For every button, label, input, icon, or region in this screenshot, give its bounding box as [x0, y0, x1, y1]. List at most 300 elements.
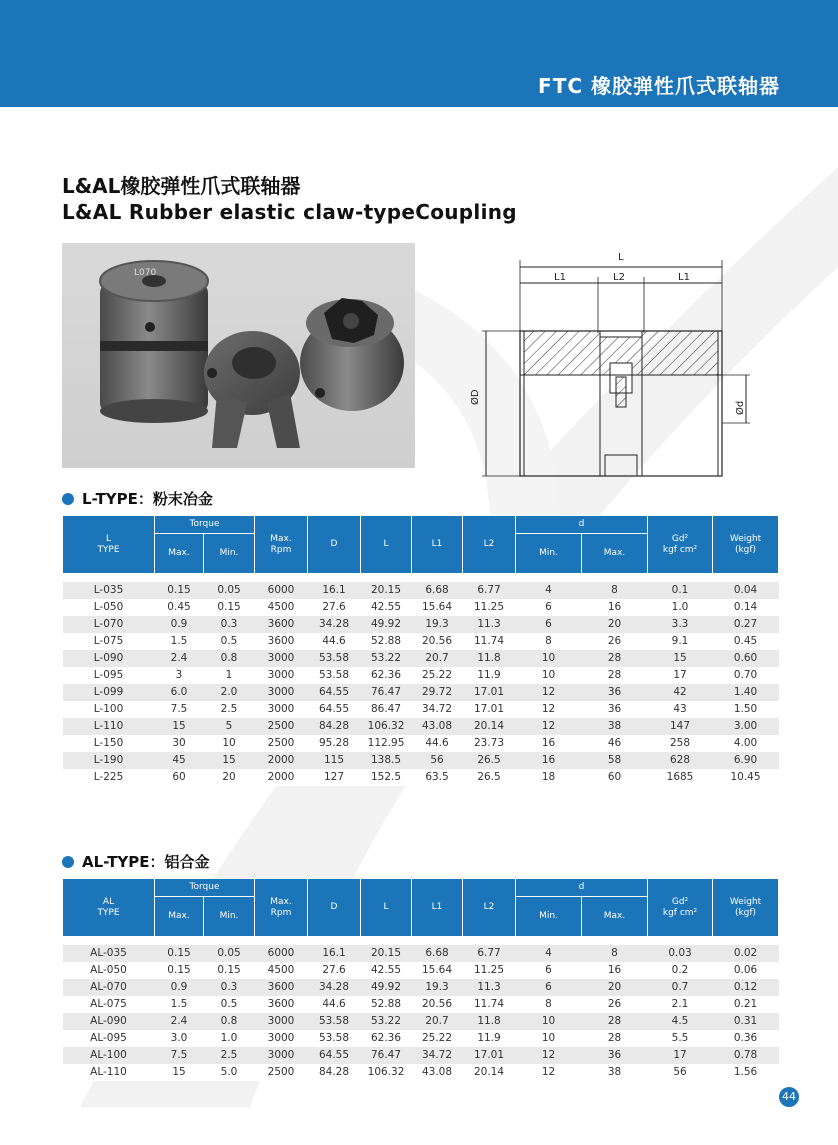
col-d-header: d [516, 516, 648, 534]
table-cell: 45 [155, 752, 204, 769]
table-cell: 52.88 [361, 996, 412, 1013]
table-cell: 106.32 [361, 1064, 412, 1081]
table-cell: 15 [204, 752, 255, 769]
col-torque-min-header: Min. [204, 897, 255, 937]
table-cell: 3000 [255, 1047, 308, 1064]
table-cell: 0.1 [648, 582, 713, 599]
table-cell: 17.01 [463, 684, 516, 701]
table-cell: 0.31 [713, 1013, 779, 1030]
table-cell: 29.72 [412, 684, 463, 701]
table-cell: 2500 [255, 718, 308, 735]
table-cell: L-190 [63, 752, 155, 769]
table-cell: 64.55 [308, 1047, 361, 1064]
table-cell: 6 [516, 599, 582, 616]
table-cell: 0.15 [155, 582, 204, 599]
table-cell: 0.03 [648, 945, 713, 962]
table-cell: AL-110 [63, 1064, 155, 1081]
table-cell: L-150 [63, 735, 155, 752]
al-type-section-title [62, 851, 210, 872]
table-cell: 43.08 [412, 718, 463, 735]
dim-L: L [618, 252, 624, 263]
table-cell: 34.72 [412, 1047, 463, 1064]
table-cell: 0.8 [204, 1013, 255, 1030]
col-L2-header: L2 [463, 516, 516, 574]
table-cell: 3000 [255, 701, 308, 718]
table-cell: 0.14 [713, 599, 779, 616]
col-D-header: D [308, 879, 361, 937]
product-photo [62, 243, 415, 468]
col-L1-header: L1 [412, 879, 463, 937]
table-cell: 11.25 [463, 962, 516, 979]
table-cell: 3600 [255, 979, 308, 996]
table-cell: AL-095 [63, 1030, 155, 1047]
table-cell: 0.06 [713, 962, 779, 979]
table-cell: 0.5 [204, 996, 255, 1013]
table-cell: 62.36 [361, 1030, 412, 1047]
table-cell: 19.3 [412, 979, 463, 996]
table-cell: 20.15 [361, 582, 412, 599]
table-cell: AL-090 [63, 1013, 155, 1030]
table-cell: 46 [582, 735, 648, 752]
l-type-section-title [62, 488, 213, 509]
table-cell: 2.4 [155, 650, 204, 667]
table-cell: 10.45 [713, 769, 779, 786]
col-d-max-header: Max. [582, 897, 648, 937]
table-cell: 11.74 [463, 633, 516, 650]
table-cell: 138.5 [361, 752, 412, 769]
table-cell: 25.22 [412, 667, 463, 684]
table-cell: 3.3 [648, 616, 713, 633]
table-cell: 27.6 [308, 962, 361, 979]
table-cell: 20 [582, 979, 648, 996]
col-L-header: L [361, 879, 412, 937]
part-marking: L070 [134, 268, 157, 278]
table-cell: 10 [516, 1030, 582, 1047]
table-cell: 64.55 [308, 684, 361, 701]
table-cell: 11.25 [463, 599, 516, 616]
table-cell: 53.58 [308, 667, 361, 684]
table-cell: 20.15 [361, 945, 412, 962]
table-cell: 0.15 [204, 962, 255, 979]
table-cell: 34.28 [308, 979, 361, 996]
table-cell: AL-070 [63, 979, 155, 996]
table-cell: 15 [648, 650, 713, 667]
table-cell: 1.50 [713, 701, 779, 718]
table-cell: 1.5 [155, 996, 204, 1013]
col-d-header: d [516, 879, 648, 897]
table-cell: 11.3 [463, 979, 516, 996]
table-cell: 6 [516, 962, 582, 979]
table-cell: 34.28 [308, 616, 361, 633]
col-L-header: L [361, 516, 412, 574]
table-cell: 3.0 [155, 1030, 204, 1047]
table-cell: 20.7 [412, 1013, 463, 1030]
l-type-table [62, 515, 779, 786]
table-cell: 60 [155, 769, 204, 786]
col-gd-header: Gd² kgf cm² [648, 516, 713, 574]
table-cell: 49.92 [361, 616, 412, 633]
table-cell: 8 [516, 633, 582, 650]
table-cell: 20.7 [412, 650, 463, 667]
table-cell: 10 [204, 735, 255, 752]
table-cell: 2500 [255, 735, 308, 752]
col-D-header: D [308, 516, 361, 574]
table-cell: 3600 [255, 633, 308, 650]
table-row [63, 650, 779, 667]
table-cell: 0.12 [713, 979, 779, 996]
table-cell: 53.58 [308, 1030, 361, 1047]
table-cell: 56 [412, 752, 463, 769]
table-cell: 1.40 [713, 684, 779, 701]
table-cell: 16.1 [308, 945, 361, 962]
table-cell: 7.5 [155, 701, 204, 718]
table-spacer [63, 574, 779, 583]
col-torque-max-header: Max. [155, 897, 204, 937]
table-cell: 6 [516, 979, 582, 996]
table-cell: 6.77 [463, 582, 516, 599]
table-cell: 9.1 [648, 633, 713, 650]
table-row [63, 582, 779, 599]
table-cell: 0.45 [713, 633, 779, 650]
table-cell: 16 [516, 735, 582, 752]
table-cell: 84.28 [308, 1064, 361, 1081]
table-cell: L-035 [63, 582, 155, 599]
table-cell: 36 [582, 684, 648, 701]
table-cell: 23.73 [463, 735, 516, 752]
table-cell: 44.6 [308, 996, 361, 1013]
table-cell: 0.7 [648, 979, 713, 996]
dim-d: Ød [735, 400, 746, 415]
table-cell: 0.8 [204, 650, 255, 667]
table-cell: 20.56 [412, 633, 463, 650]
table-row [63, 1064, 779, 1081]
table-cell: 34.72 [412, 701, 463, 718]
table-cell: 2.4 [155, 1013, 204, 1030]
table-cell: 3000 [255, 1013, 308, 1030]
table-row [63, 962, 779, 979]
table-cell: 19.3 [412, 616, 463, 633]
table-cell: 5 [204, 718, 255, 735]
product-title-en: L&AL Rubber elastic claw-typeCoupling [62, 200, 517, 224]
table-cell: 6000 [255, 582, 308, 599]
table-cell: 26 [582, 633, 648, 650]
table-row [63, 718, 779, 735]
table-cell: 16 [582, 962, 648, 979]
table-cell: 38 [582, 1064, 648, 1081]
table-row [63, 599, 779, 616]
table-cell: 4 [516, 582, 582, 599]
table-cell: 2.5 [204, 1047, 255, 1064]
table-cell: 58 [582, 752, 648, 769]
bullet-dot-icon [62, 493, 74, 505]
table-cell: 12 [516, 684, 582, 701]
table-cell: 4 [516, 945, 582, 962]
table-cell: 12 [516, 1047, 582, 1064]
table-cell: 11.74 [463, 996, 516, 1013]
header-bar [0, 0, 838, 107]
table-cell: 0.27 [713, 616, 779, 633]
col-L1-header: L1 [412, 516, 463, 574]
table-cell: 0.3 [204, 979, 255, 996]
table-cell: 0.15 [155, 945, 204, 962]
table-cell: L-075 [63, 633, 155, 650]
table-cell: 0.15 [155, 962, 204, 979]
table-cell: AL-100 [63, 1047, 155, 1064]
table-cell: 53.22 [361, 650, 412, 667]
table-cell: 2000 [255, 769, 308, 786]
table-cell: 1.5 [155, 633, 204, 650]
table-cell: 28 [582, 650, 648, 667]
table-cell: 53.58 [308, 650, 361, 667]
table-cell: 17.01 [463, 701, 516, 718]
table-cell: 15 [155, 718, 204, 735]
table-cell: 36 [582, 1047, 648, 1064]
table-cell: 3.00 [713, 718, 779, 735]
table-row [63, 769, 779, 786]
table-cell: 4500 [255, 962, 308, 979]
col-weight-header: Weight (kgf) [713, 879, 779, 937]
table-cell: 4.00 [713, 735, 779, 752]
table-cell: 16.1 [308, 582, 361, 599]
col-maxrpm-header: Max. Rpm [255, 516, 308, 574]
table-cell: 20 [582, 616, 648, 633]
table-cell: 6.68 [412, 945, 463, 962]
table-cell: 44.6 [308, 633, 361, 650]
table-cell: 3000 [255, 684, 308, 701]
table-row [63, 667, 779, 684]
table-cell: 4500 [255, 599, 308, 616]
col-weight-header: Weight (kgf) [713, 516, 779, 574]
table-cell: 16 [516, 752, 582, 769]
table-cell: 11.8 [463, 1013, 516, 1030]
table-cell: 5.0 [204, 1064, 255, 1081]
table-row [63, 1013, 779, 1030]
table-cell: 12 [516, 701, 582, 718]
table-cell: 76.47 [361, 1047, 412, 1064]
bullet-dot-icon [62, 856, 74, 868]
col-torque-header: Torque [155, 879, 255, 897]
table-cell: 3000 [255, 1030, 308, 1047]
table-cell: 4.5 [648, 1013, 713, 1030]
table-row [63, 1047, 779, 1064]
table-cell: 0.78 [713, 1047, 779, 1064]
table-cell: 0.2 [648, 962, 713, 979]
col-torque-min-header: Min. [204, 534, 255, 574]
table-cell: 106.32 [361, 718, 412, 735]
table-cell: L-099 [63, 684, 155, 701]
table-cell: 6.90 [713, 752, 779, 769]
table-cell: 628 [648, 752, 713, 769]
col-type-header: L TYPE [63, 516, 155, 574]
table-cell: 1.0 [204, 1030, 255, 1047]
table-cell: 28 [582, 1013, 648, 1030]
table-cell: 86.47 [361, 701, 412, 718]
table-cell: 8 [582, 582, 648, 599]
table-cell: 63.5 [412, 769, 463, 786]
table-cell: 30 [155, 735, 204, 752]
table-row [63, 1030, 779, 1047]
l-type-table-body [63, 574, 779, 787]
table-cell: 49.92 [361, 979, 412, 996]
table-cell: 76.47 [361, 684, 412, 701]
table-cell: 11.8 [463, 650, 516, 667]
col-maxrpm-header: Max. Rpm [255, 879, 308, 937]
dim-L1-right: L1 [678, 272, 690, 283]
l-type-title-text: L-TYPE：粉末冶金 [82, 490, 213, 508]
table-cell: 20.14 [463, 1064, 516, 1081]
table-cell: 6.0 [155, 684, 204, 701]
table-cell: 42.55 [361, 599, 412, 616]
col-gd-header: Gd² kgf cm² [648, 879, 713, 937]
dim-L2: L2 [613, 272, 625, 283]
table-cell: 20.14 [463, 718, 516, 735]
table-row [63, 735, 779, 752]
dim-L1-left: L1 [554, 272, 566, 283]
table-cell: 26 [582, 996, 648, 1013]
table-row [63, 633, 779, 650]
table-cell: AL-050 [63, 962, 155, 979]
table-cell: L-090 [63, 650, 155, 667]
table-cell: 38 [582, 718, 648, 735]
table-cell: 36 [582, 701, 648, 718]
table-cell: 28 [582, 1030, 648, 1047]
table-row [63, 996, 779, 1013]
col-d-min-header: Min. [516, 897, 582, 937]
table-cell: 12 [516, 718, 582, 735]
table-cell: L-095 [63, 667, 155, 684]
table-cell: 115 [308, 752, 361, 769]
table-cell: 18 [516, 769, 582, 786]
table-cell: 0.70 [713, 667, 779, 684]
table-row [63, 701, 779, 718]
table-cell: 42.55 [361, 962, 412, 979]
table-cell: 0.5 [204, 633, 255, 650]
table-cell: 152.5 [361, 769, 412, 786]
table-cell: 0.60 [713, 650, 779, 667]
table-cell: 2000 [255, 752, 308, 769]
table-cell: L-225 [63, 769, 155, 786]
table-cell: 6 [516, 616, 582, 633]
table-cell: 0.9 [155, 616, 204, 633]
table-row [63, 616, 779, 633]
col-type-header: AL TYPE [63, 879, 155, 937]
table-cell: 42 [648, 684, 713, 701]
table-cell: 112.95 [361, 735, 412, 752]
table-cell: 16 [582, 599, 648, 616]
table-cell: 8 [582, 945, 648, 962]
table-cell: 84.28 [308, 718, 361, 735]
table-cell: 15.64 [412, 599, 463, 616]
table-row [63, 979, 779, 996]
table-cell: 0.9 [155, 979, 204, 996]
table-cell: 26.5 [463, 769, 516, 786]
table-cell: 2.0 [204, 684, 255, 701]
table-cell: 56 [648, 1064, 713, 1081]
al-type-table [62, 878, 779, 1081]
table-cell: 15 [155, 1064, 204, 1081]
table-cell: 44.6 [412, 735, 463, 752]
table-cell: 15.64 [412, 962, 463, 979]
table-cell: 11.3 [463, 616, 516, 633]
table-cell: 10 [516, 1013, 582, 1030]
dimension-drawing [450, 245, 760, 485]
table-cell: 3000 [255, 650, 308, 667]
table-cell: 0.45 [155, 599, 204, 616]
table-cell: L-050 [63, 599, 155, 616]
product-title-cn: L&AL橡胶弹性爪式联轴器 [62, 174, 301, 198]
table-cell: L-070 [63, 616, 155, 633]
table-cell: 0.3 [204, 616, 255, 633]
table-cell: 0.36 [713, 1030, 779, 1047]
table-cell: L-100 [63, 701, 155, 718]
table-cell: 10 [516, 650, 582, 667]
table-cell: 25.22 [412, 1030, 463, 1047]
table-spacer [63, 937, 779, 946]
al-type-table-body [63, 937, 779, 1082]
table-cell: 1685 [648, 769, 713, 786]
table-cell: 95.28 [308, 735, 361, 752]
table-cell: 1.0 [648, 599, 713, 616]
table-cell: 6.77 [463, 945, 516, 962]
table-cell: 1 [204, 667, 255, 684]
col-d-min-header: Min. [516, 534, 582, 574]
table-cell: 0.02 [713, 945, 779, 962]
table-cell: AL-035 [63, 945, 155, 962]
table-cell: 53.58 [308, 1013, 361, 1030]
col-torque-max-header: Max. [155, 534, 204, 574]
table-cell: 1.56 [713, 1064, 779, 1081]
table-cell: 5.5 [648, 1030, 713, 1047]
table-cell: AL-075 [63, 996, 155, 1013]
table-cell: 10 [516, 667, 582, 684]
dim-D: ØD [470, 389, 481, 405]
table-cell: 258 [648, 735, 713, 752]
table-cell: 62.36 [361, 667, 412, 684]
table-row [63, 945, 779, 962]
table-cell: 147 [648, 718, 713, 735]
table-cell: 43.08 [412, 1064, 463, 1081]
table-cell: 43 [648, 701, 713, 718]
table-row [63, 752, 779, 769]
table-cell: 27.6 [308, 599, 361, 616]
table-cell: 12 [516, 1064, 582, 1081]
table-cell: 3 [155, 667, 204, 684]
table-cell: 0.05 [204, 945, 255, 962]
table-cell: 127 [308, 769, 361, 786]
table-cell: 52.88 [361, 633, 412, 650]
col-L2-header: L2 [463, 879, 516, 937]
table-cell: 0.15 [204, 599, 255, 616]
table-cell: 28 [582, 667, 648, 684]
table-cell: 6.68 [412, 582, 463, 599]
table-cell: 17.01 [463, 1047, 516, 1064]
al-type-title-text: AL-TYPE：铝合金 [82, 853, 210, 871]
table-cell: 6000 [255, 945, 308, 962]
table-cell: 53.22 [361, 1013, 412, 1030]
table-cell: 0.04 [713, 582, 779, 599]
page-number-badge: 44 [779, 1087, 799, 1107]
table-cell: 3600 [255, 616, 308, 633]
table-cell: 17 [648, 1047, 713, 1064]
table-cell: 11.9 [463, 1030, 516, 1047]
table-cell: 2.1 [648, 996, 713, 1013]
table-cell: 7.5 [155, 1047, 204, 1064]
table-cell: 3600 [255, 996, 308, 1013]
table-cell: 11.9 [463, 667, 516, 684]
table-cell: 20 [204, 769, 255, 786]
table-cell: 64.55 [308, 701, 361, 718]
col-torque-header: Torque [155, 516, 255, 534]
